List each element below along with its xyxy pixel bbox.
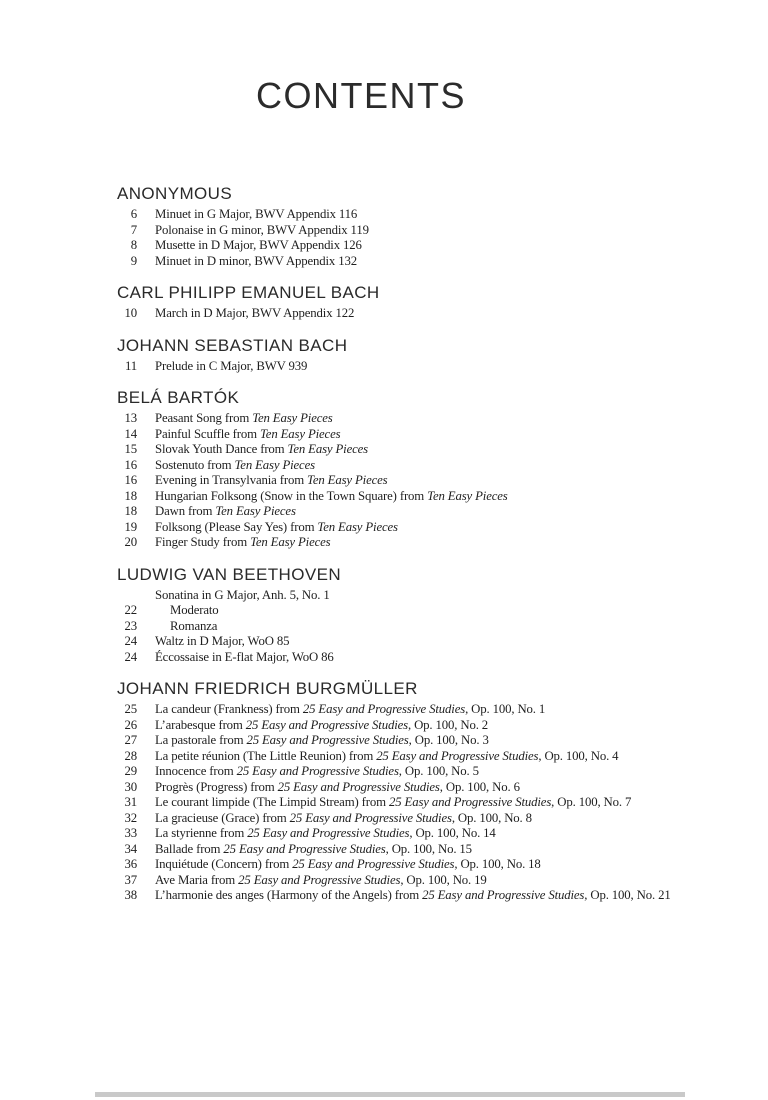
piece-title: Peasant Song from Ten Easy Pieces xyxy=(155,411,333,425)
toc-entry xyxy=(117,857,728,873)
page-number: 37 xyxy=(124,872,137,887)
toc-entry xyxy=(117,634,728,650)
piece-list xyxy=(117,207,728,269)
piece-title: La pastorale from 25 Easy and Progressive Studies, Op. 100, No. 3 xyxy=(155,733,489,747)
page-number: 7 xyxy=(130,222,137,237)
work-title-italic: Ten Easy Pieces xyxy=(427,488,508,503)
toc-entry xyxy=(117,733,728,749)
toc-entry xyxy=(117,520,728,536)
toc-entry xyxy=(117,442,728,458)
piece-title: La gracieuse (Grace) from 25 Easy and Progressive Studies, Op. 100, No. 8 xyxy=(155,810,532,825)
page-number: 8 xyxy=(130,238,137,252)
composer-heading: LUDWIG VAN BEETHOVEN xyxy=(117,564,341,584)
toc-entry xyxy=(117,359,728,375)
work-title-italic: Ten Easy Pieces xyxy=(307,473,388,487)
piece-title: Minuet in G Major, BWV Appendix 116 xyxy=(155,207,358,221)
composer-heading: CARL PHILIPP EMANUEL BACH xyxy=(117,283,380,302)
toc-entry xyxy=(117,535,728,551)
work-title-italic: Ten Easy Pieces xyxy=(234,457,315,472)
composer-section xyxy=(117,387,728,551)
page-number: 33 xyxy=(124,826,137,840)
piece-title: Le courant limpide (The Limpid Stream) from 25 Easy and Progressive Studies, Op. 100, No. 7 xyxy=(155,795,632,809)
page-number: 30 xyxy=(124,779,137,794)
work-title-italic: 25 Easy and Progressive Studies xyxy=(223,841,386,856)
piece-title: La petite réunion (The Little Reunion) from 25 Easy and Progressive Studies, Op. 100, No. 4 xyxy=(155,748,619,763)
piece-title: Dawn from Ten Easy Pieces xyxy=(155,504,296,518)
toc-entry xyxy=(117,504,728,520)
composer-heading: JOHANN SEBASTIAN BACH xyxy=(117,335,348,355)
work-title-italic: 25 Easy and Progressive Studies xyxy=(376,748,539,763)
piece-list xyxy=(117,411,728,551)
composer-section xyxy=(117,335,728,375)
page-number: 24 xyxy=(124,649,137,664)
toc-entry xyxy=(117,795,728,811)
page-bottom-shadow xyxy=(95,1092,685,1097)
composer-section xyxy=(117,678,728,904)
toc-entry xyxy=(117,254,728,270)
page-number: 31 xyxy=(124,795,137,809)
page-number: 10 xyxy=(124,306,137,320)
toc-entry xyxy=(117,811,728,827)
page-number: 14 xyxy=(124,426,137,441)
composer-heading: BELÁ BARTÓK xyxy=(117,388,240,407)
work-title-italic: Ten Easy Pieces xyxy=(317,519,398,534)
toc-entry xyxy=(117,489,728,505)
work-title-italic: 25 Easy and Progressive Studies xyxy=(277,779,440,794)
piece-title: Innocence from 25 Easy and Progressive Studies, Op. 100, No. 5 xyxy=(155,764,479,778)
page-number: 24 xyxy=(124,634,137,648)
toc-entry xyxy=(117,826,728,842)
page-number: 11 xyxy=(124,358,137,373)
piece-title: Éccossaise in E-flat Major, WoO 86 xyxy=(155,649,334,664)
toc-entry xyxy=(117,223,728,239)
page-number: 20 xyxy=(124,535,137,549)
page-number: 25 xyxy=(124,702,137,716)
piece-list xyxy=(117,702,728,904)
piece-title: Polonaise in G minor, BWV Appendix 119 xyxy=(155,222,369,237)
page-number: 23 xyxy=(124,618,137,633)
composer-heading: JOHANN FRIEDRICH BURGMÜLLER xyxy=(117,679,418,698)
work-title-italic: 25 Easy and Progressive Studies xyxy=(247,826,410,840)
piece-title: La styrienne from 25 Easy and Progressive Studies, Op. 100, No. 14 xyxy=(155,826,496,840)
composer-section xyxy=(117,564,728,666)
piece-title: Ballade from 25 Easy and Progressive Studies, Op. 100, No. 15 xyxy=(155,841,472,856)
page-number: 36 xyxy=(124,857,137,871)
page-number: 32 xyxy=(124,810,137,825)
work-title-italic: Ten Easy Pieces xyxy=(252,411,333,425)
piece-title: La candeur (Frankness) from 25 Easy and Progressive Studies, Op. 100, No. 1 xyxy=(155,702,546,716)
piece-title: Painful Scuffle from Ten Easy Pieces xyxy=(155,426,341,441)
page-number: 28 xyxy=(124,748,137,763)
work-title-italic: 25 Easy and Progressive Studies xyxy=(236,764,399,778)
piece-title: Sonatina in G Major, Anh. 5, No. 1 xyxy=(155,587,330,602)
page-number: 26 xyxy=(124,717,137,732)
composer-heading: ANONYMOUS xyxy=(117,184,233,203)
work-title-italic: Ten Easy Pieces xyxy=(215,504,296,518)
piece-title: Minuet in D minor, BWV Appendix 132 xyxy=(155,253,357,268)
work-title-italic: Ten Easy Pieces xyxy=(250,535,331,549)
piece-title: Inquiétude (Concern) from 25 Easy and Progressive Studies, Op. 100, No. 18 xyxy=(155,857,541,871)
toc-entry xyxy=(117,842,728,858)
work-title-italic: 25 Easy and Progressive Studies xyxy=(292,857,455,871)
piece-title: Ave Maria from 25 Easy and Progressive Studies, Op. 100, No. 19 xyxy=(155,872,487,887)
page-number: 38 xyxy=(124,888,137,902)
page-number: 16 xyxy=(124,473,137,487)
piece-title: March in D Major, BWV Appendix 122 xyxy=(155,306,355,320)
piece-title: Sostenuto from Ten Easy Pieces xyxy=(155,457,315,472)
table-of-contents xyxy=(117,183,728,904)
work-title-italic: 25 Easy and Progressive Studies xyxy=(422,888,585,902)
toc-entry xyxy=(117,411,728,427)
page-number: 13 xyxy=(124,411,137,425)
page-number: 18 xyxy=(124,504,137,518)
page-number: 19 xyxy=(124,519,137,534)
page-number: 15 xyxy=(124,442,137,456)
toc-entry xyxy=(117,780,728,796)
work-title-italic: 25 Easy and Progressive Studies xyxy=(289,810,452,825)
page-number: 27 xyxy=(124,733,137,747)
composer-section xyxy=(117,282,728,322)
toc-entry xyxy=(117,650,728,666)
piece-list xyxy=(117,306,728,322)
page-number: 29 xyxy=(124,764,137,778)
work-title-italic: 25 Easy and Progressive Studies xyxy=(238,872,401,887)
toc-entry xyxy=(117,588,728,604)
toc-entry xyxy=(117,458,728,474)
toc-entry xyxy=(117,764,728,780)
piece-title: Waltz in D Major, WoO 85 xyxy=(155,634,290,648)
work-title-italic: 25 Easy and Progressive Studies xyxy=(388,795,552,809)
work-title-italic: Ten Easy Pieces xyxy=(287,442,368,456)
piece-title: Folksong (Please Say Yes) from Ten Easy Pieces xyxy=(155,519,398,534)
toc-entry xyxy=(117,427,728,443)
piece-title: Hungarian Folksong (Snow in the Town Square) from Ten Easy Pieces xyxy=(155,488,508,503)
piece-list xyxy=(117,359,728,375)
piece-title: Musette in D Major, BWV Appendix 126 xyxy=(155,238,362,252)
page-number: 22 xyxy=(124,603,137,617)
piece-title: Finger Study from Ten Easy Pieces xyxy=(155,535,331,549)
page-number: 34 xyxy=(124,841,137,856)
contents-page xyxy=(0,76,768,1100)
toc-entry xyxy=(117,718,728,734)
piece-title: Moderato xyxy=(170,603,219,617)
toc-entry xyxy=(117,207,728,223)
work-title-italic: 25 Easy and Progressive Studies xyxy=(302,702,466,716)
piece-list xyxy=(117,588,728,666)
toc-entry xyxy=(117,888,728,904)
composer-section xyxy=(117,183,728,269)
work-title-italic: 25 Easy and Progressive Studies xyxy=(245,717,408,732)
toc-entry xyxy=(117,473,728,489)
piece-title: L’arabesque from 25 Easy and Progressive Studies, Op. 100, No. 2 xyxy=(155,717,489,732)
toc-entry xyxy=(117,619,728,635)
toc-entry xyxy=(117,873,728,889)
page-number: 18 xyxy=(124,488,137,503)
toc-entry xyxy=(117,306,728,322)
piece-title: Slovak Youth Dance from Ten Easy Pieces xyxy=(155,442,368,456)
piece-title: Evening in Transylvania from Ten Easy Pieces xyxy=(155,473,388,487)
page-number: 16 xyxy=(124,457,137,472)
piece-title: Prelude in C Major, BWV 939 xyxy=(155,358,308,373)
toc-entry xyxy=(117,702,728,718)
piece-title: Romanza xyxy=(170,618,218,633)
page-title: CONTENTS xyxy=(256,75,466,116)
toc-entry xyxy=(117,238,728,254)
toc-entry xyxy=(117,749,728,765)
page-number: 9 xyxy=(130,253,137,268)
page-number: 6 xyxy=(130,207,137,221)
work-title-italic: Ten Easy Pieces xyxy=(260,426,341,441)
piece-title: Progrès (Progress) from 25 Easy and Progressive Studies, Op. 100, No. 6 xyxy=(155,779,520,794)
piece-title: L’harmonie des anges (Harmony of the Angels) from 25 Easy and Progressive Studies, Op. 100, No. 21 xyxy=(155,888,671,902)
work-title-italic: 25 Easy and Progressive Studies xyxy=(246,733,409,747)
toc-entry xyxy=(117,603,728,619)
